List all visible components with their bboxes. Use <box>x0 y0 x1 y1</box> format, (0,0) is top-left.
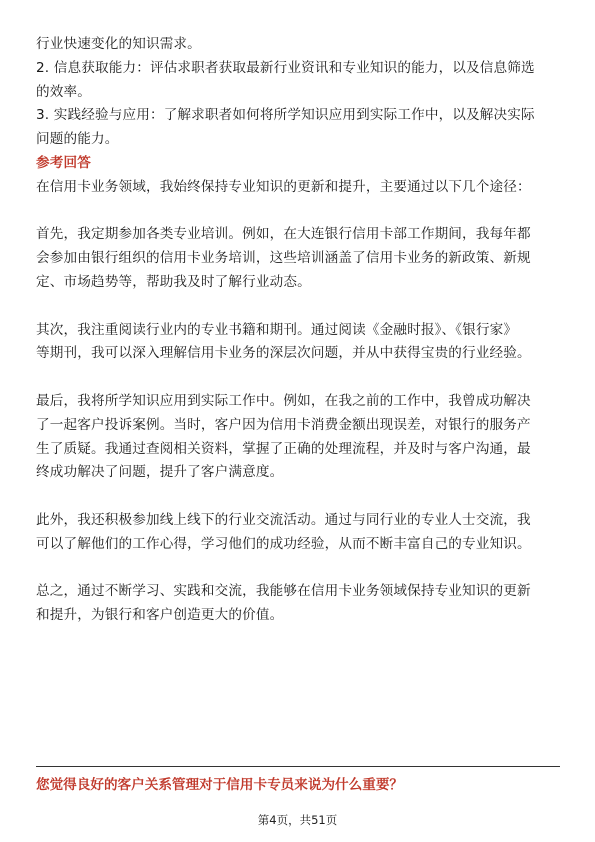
paragraph-line: 终成功解决了问题，提升了客户满意度。 <box>36 464 284 481</box>
page-number: 第4页，共51页 <box>257 813 338 827</box>
answer-intro: 在信用卡业务领域，我始终保持专业知识的更新和提升，主要通过以下几个途径： <box>36 178 531 195</box>
paragraph-gap <box>36 366 560 390</box>
paragraph-gap <box>36 485 560 509</box>
paragraph-gap <box>36 295 560 319</box>
section-divider <box>36 766 560 767</box>
paragraph-line: 此外，我还积极参加线上线下的行业交流活动。通过与同行业的专业人士交流，我 <box>36 511 531 528</box>
paragraph-line: 总之，通过不断学习、实践和交流，我能够在信用卡业务领域保持专业知识的更新 <box>36 583 531 600</box>
paragraph-gap <box>36 200 560 224</box>
answer-paragraph <box>36 223 560 294</box>
paragraph-line: 首先，我定期参加各类专业培训。例如，在大连银行信用卡部工作期间，我每年都 <box>36 226 531 243</box>
answer-heading: 参考回答 <box>36 154 91 171</box>
paragraph-gap <box>36 557 560 581</box>
criteria-line: 行业快速变化的知识需求。 <box>36 36 201 52</box>
criteria-list <box>36 33 560 152</box>
criteria-line: 3. 实践经验与应用：了解求职者如何将所学知识应用到实际工作中，以及解决实际 <box>36 107 535 124</box>
paragraph-line: 会参加由银行组织的信用卡业务培训，这些培训涵盖了信用卡业务的新政策、新规 <box>36 250 531 267</box>
paragraph-line: 可以了解他们的工作心得，学习他们的成功经验，从而不断丰富自己的专业知识。 <box>36 535 531 552</box>
answer-paragraph <box>36 509 560 557</box>
paragraph-line: 和提升，为银行和客户创造更大的价值。 <box>36 607 284 624</box>
paragraph-line: 等期刊，我可以深入理解信用卡业务的深层次问题，并从中获得宝贵的行业经验。 <box>36 345 531 362</box>
paragraph-line: 了一起客户投诉案例。当时，客户因为信用卡消费金额出现误差，对银行的服务产 <box>36 416 531 433</box>
criteria-line: 问题的能力。 <box>36 131 119 148</box>
paragraph-line: 最后，我将所学知识应用到实际工作中。例如，在我之前的工作中，我曾成功解决 <box>36 392 531 409</box>
paragraph-line: 定、市场趋势等，帮助我及时了解行业动态。 <box>36 273 311 290</box>
page-content <box>36 33 560 628</box>
next-question-heading: 您觉得良好的客户关系管理对于信用卡专员来说为什么重要？ <box>36 777 404 793</box>
answer-paragraph <box>36 390 560 485</box>
answer-paragraph <box>36 580 560 628</box>
paragraph-line: 生了质疑。我通过查阅相关资料，掌握了正确的处理流程，并及时与客户沟通，最 <box>36 440 531 457</box>
paragraph-line: 其次，我注重阅读行业内的专业书籍和期刊。通过阅读《金融时报》、《银行家》 <box>36 321 518 338</box>
criteria-line: 2. 信息获取能力：评估求职者获取最新行业资讯和专业知识的能力，以及信息筛选 <box>36 59 535 76</box>
criteria-line: 的效率。 <box>36 83 91 100</box>
answer-paragraph <box>36 319 560 367</box>
